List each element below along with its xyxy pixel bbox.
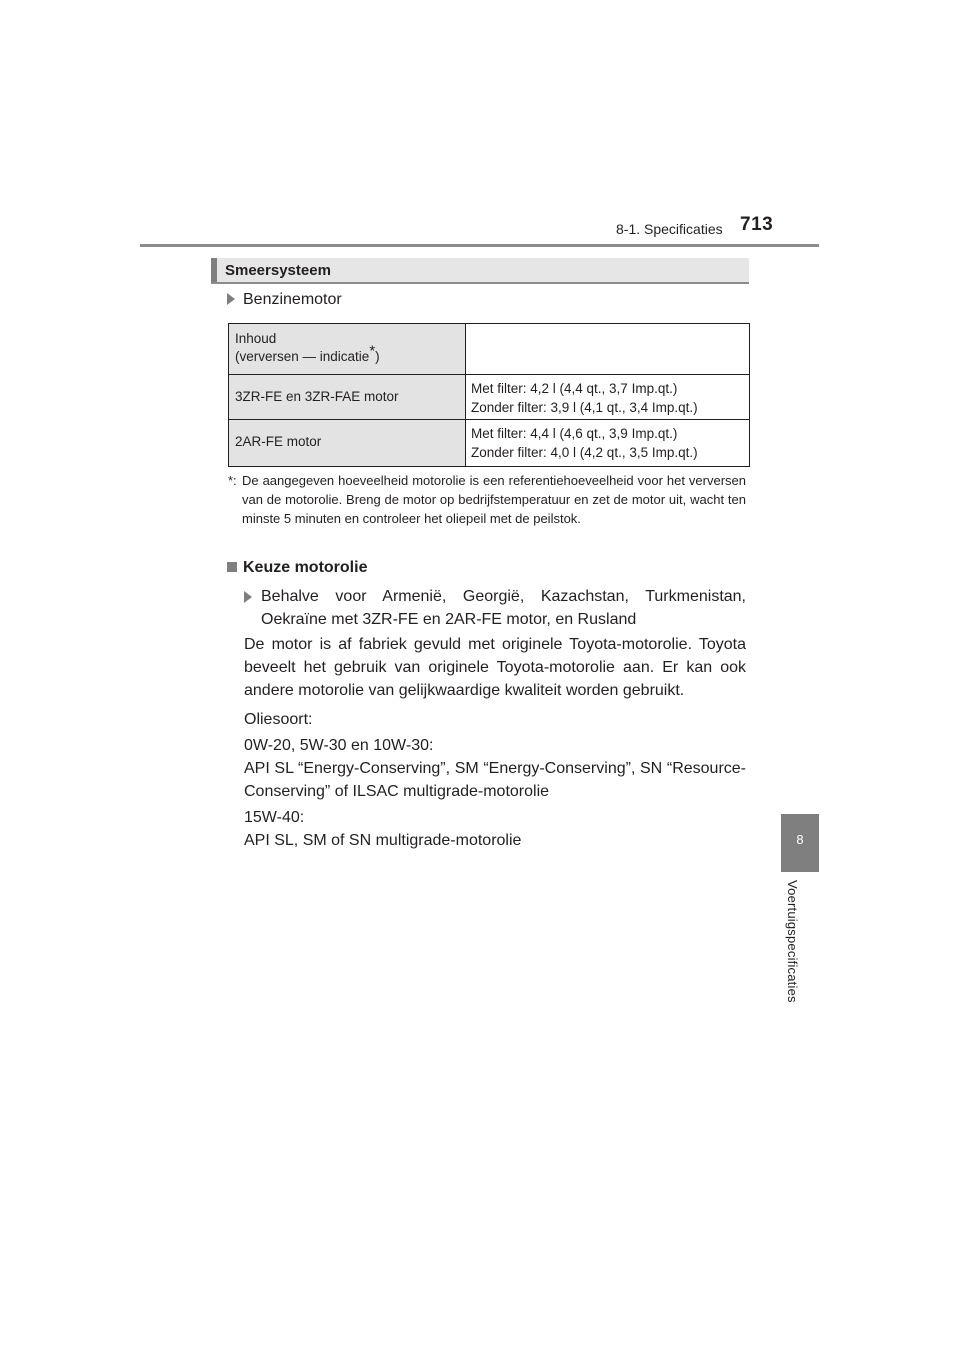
chapter-tab-number: 8 — [796, 832, 804, 847]
table-label-cell — [229, 420, 466, 467]
section-heading-bar — [211, 258, 749, 284]
capacity-header-line1: Inhoud — [235, 331, 277, 346]
chapter-tab[interactable] — [781, 814, 819, 872]
table-header-value-cell — [466, 324, 750, 375]
with-filter-value: Met filter: 4,2 l (4,4 qt., 3,7 Imp.qt.) — [471, 381, 678, 396]
without-filter-value: Zonder filter: 4,0 l (4,2 qt., 3,5 Imp.qt.) — [471, 445, 698, 460]
intro-paragraph: De motor is af fabriek gevuld met originele Toyota-motorolie. Toyota beveelt het gebruik van originele Toyota-motorolie aan. Er kan ook andere motorolie van gelijkwaardige kwaliteit worden gebruikt. — [244, 636, 746, 699]
table-value-cell — [466, 375, 750, 420]
section-title: Smeersysteem — [225, 262, 331, 279]
triangle-bullet-icon — [227, 293, 235, 305]
engine-label-3zr: 3ZR-FE en 3ZR-FAE motor — [235, 389, 399, 404]
region-bullet — [244, 585, 746, 631]
engine-type-label: Benzinemotor — [243, 291, 342, 308]
table-value-cell — [466, 420, 750, 467]
footnote-asterisk: * — [369, 342, 376, 360]
header-section-title: 8-1. Specificaties — [616, 221, 723, 237]
engine-type-heading — [227, 291, 342, 309]
table-header-cell — [229, 324, 466, 375]
table-row — [229, 375, 750, 420]
subsection-title: Keuze motorolie — [243, 559, 368, 576]
oil-capacity-table — [228, 323, 750, 467]
section-heading-marker — [211, 258, 217, 282]
triangle-bullet-icon — [244, 591, 252, 603]
header-divider — [140, 244, 819, 247]
table-label-cell — [229, 375, 466, 420]
table-row — [229, 420, 750, 467]
footnote-text: De aangegeven hoeveelheid motorolie is een referentiehoeveelheid voor het verversen van de motorolie. Breng de motor op bedrijfstemperatuur en zet de motor uit, wacht ten minste 5 minuten en controleer het oliepeil met de peilstok. — [242, 473, 746, 526]
region-bullet-text: Behalve voor Armenië, Georgië, Kazachstan, Turkmenistan, Oekraïne met 3ZR-FE en 2AR-FE motor, en Rusland — [261, 588, 746, 628]
capacity-header-close: ) — [375, 349, 380, 364]
grade2-text: API SL, SM of SN multigrade-motorolie — [244, 832, 522, 849]
table-row — [229, 324, 750, 375]
capacity-header-line2: (verversen — indicatie — [235, 349, 370, 364]
oil-type-label: Oliesoort: — [244, 711, 313, 728]
grade1-text: API SL “Energy-Conserving”, SM “Energy-Conserving”, SN “Resource-Conserving” of ILSAC multigrade-motorolie — [244, 760, 746, 800]
square-bullet-icon — [227, 562, 237, 572]
grade2-label: 15W-40: — [244, 809, 305, 826]
engine-label-2ar: 2AR-FE motor — [235, 434, 322, 449]
with-filter-value: Met filter: 4,4 l (4,6 qt., 3,9 Imp.qt.) — [471, 426, 678, 441]
page-number: 713 — [740, 214, 774, 235]
grade1-label: 0W-20, 5W-30 en 10W-30: — [244, 737, 434, 754]
footnote — [228, 471, 746, 528]
footnote-marker: *: — [228, 473, 237, 488]
chapter-tab-label: Voertuigspecificaties — [785, 880, 800, 1003]
without-filter-value: Zonder filter: 3,9 l (4,1 qt., 3,4 Imp.qt.) — [471, 400, 698, 415]
subsection-heading — [227, 559, 367, 577]
